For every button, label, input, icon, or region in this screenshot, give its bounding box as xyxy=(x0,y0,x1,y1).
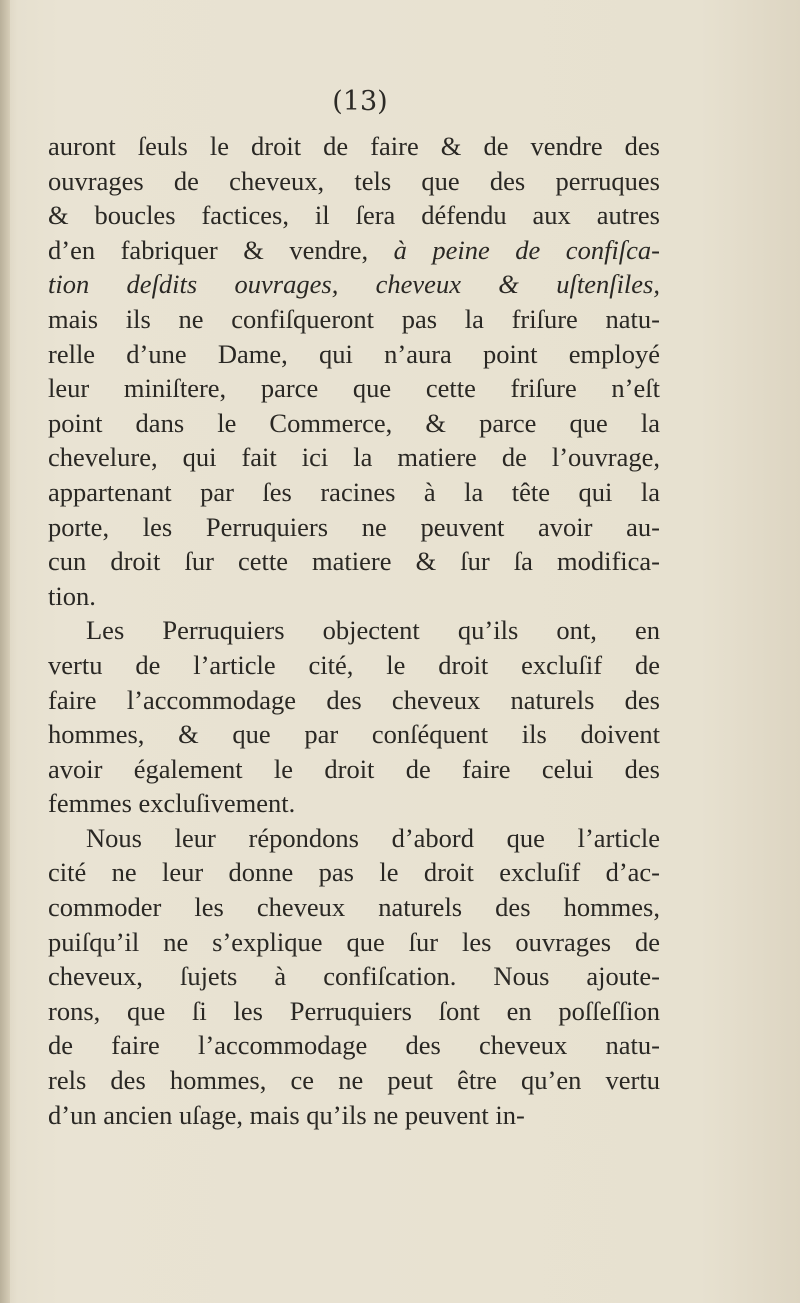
text-line xyxy=(48,1028,660,1063)
line-roman-text: relle d’une Dame, qui n’aura point employé xyxy=(48,338,660,369)
paragraph xyxy=(48,613,660,821)
line-roman-text: tion. xyxy=(48,580,96,611)
line-roman-text: mais ils ne confiſqueront pas la friſure natu- xyxy=(48,303,660,334)
line-roman-text: commoder les cheveux naturels des hommes, xyxy=(48,892,660,923)
line-roman-text: faire l’accommodage des cheveux naturels des xyxy=(48,684,660,715)
text-line xyxy=(48,821,660,856)
line-roman-text: appartenant par ſes racines à la tête qui la xyxy=(48,476,660,507)
line-roman-text: ouvrages de cheveux, tels que des perruques xyxy=(48,165,660,196)
line-roman-text: Les Perruquiers objectent qu’ils ont, en xyxy=(86,615,660,646)
text-line xyxy=(48,752,660,787)
line-roman-text: porte, les Perruquiers ne peuvent avoir au- xyxy=(48,511,660,542)
text-line xyxy=(48,475,660,510)
body-text xyxy=(48,129,660,1132)
text-line xyxy=(48,648,660,683)
text-line xyxy=(48,579,660,614)
text-line xyxy=(48,1063,660,1098)
text-line xyxy=(48,440,660,475)
line-roman-text: rels des hommes, ce ne peut être qu’en vertu xyxy=(48,1065,660,1096)
text-line xyxy=(48,129,660,164)
text-line xyxy=(48,371,660,406)
line-roman-text: d’en fabriquer & vendre, xyxy=(48,234,394,265)
text-line xyxy=(48,406,660,441)
line-roman-text: Nous leur répondons d’abord que l’article xyxy=(86,822,660,853)
paragraph xyxy=(48,129,660,613)
text-line xyxy=(48,890,660,925)
line-roman-text: rons, que ſi les Perruquiers ſont en poſſeſſion xyxy=(48,995,660,1026)
text-line xyxy=(48,302,660,337)
text-line xyxy=(48,267,660,302)
line-roman-text: & boucles factices, il ſera défendu aux autres xyxy=(48,200,660,231)
line-roman-text: leur miniſtere, parce que cette friſure n’eſt xyxy=(48,373,660,404)
text-line xyxy=(48,198,660,233)
text-line xyxy=(48,1098,660,1133)
line-roman-text: vertu de l’article cité, le droit excluſif de xyxy=(48,649,660,680)
text-line xyxy=(48,925,660,960)
line-roman-text: de faire l’accommodage des cheveux natu- xyxy=(48,1030,660,1061)
text-line xyxy=(48,337,660,372)
line-roman-text: d’un ancien uſage, mais qu’ils ne peuvent in- xyxy=(48,1099,525,1130)
text-line xyxy=(48,855,660,890)
paragraph xyxy=(48,821,660,1132)
text-line xyxy=(48,233,660,268)
text-line xyxy=(48,613,660,648)
text-line xyxy=(48,717,660,752)
text-line xyxy=(48,959,660,994)
line-roman-text: auront ſeuls le droit de faire & de vendre des xyxy=(48,131,660,161)
text-line xyxy=(48,683,660,718)
line-roman-text: chevelure, qui fait ici la matiere de l’ouvrage, xyxy=(48,442,660,473)
text-line xyxy=(48,164,660,199)
line-roman-text: cun droit ſur cette matiere & ſur ſa modifica- xyxy=(48,546,660,577)
line-roman-text: femmes excluſivement. xyxy=(48,788,296,819)
text-line xyxy=(48,994,660,1029)
line-roman-text: cheveux, ſujets à confiſcation. Nous ajoute- xyxy=(48,961,660,992)
page-gutter xyxy=(0,0,10,1303)
line-roman-text: point dans le Commerce, & parce que la xyxy=(48,407,660,438)
line-roman-text: cité ne leur donne pas le droit excluſif d’ac- xyxy=(48,857,660,888)
line-italic-text: tion deſdits ouvrages, cheveux & uſtenſiles, xyxy=(48,269,660,300)
page-number: (13) xyxy=(332,86,388,117)
line-roman-text: puiſqu’il ne s’explique que ſur les ouvrages de xyxy=(48,926,660,957)
text-line xyxy=(48,544,660,579)
line-roman-text: avoir également le droit de faire celui des xyxy=(48,753,660,784)
line-italic-text: à peine de confiſca- xyxy=(393,234,660,265)
text-line xyxy=(48,510,660,545)
text-line xyxy=(48,786,660,821)
line-roman-text: hommes, & que par conſéquent ils doivent xyxy=(48,719,660,750)
